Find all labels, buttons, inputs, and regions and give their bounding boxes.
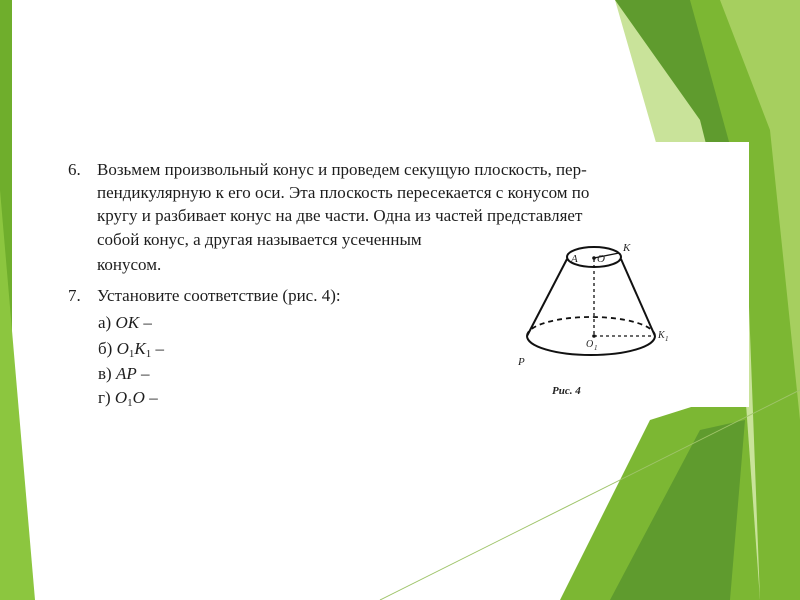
match-item-b <box>98 337 164 360</box>
item-sub2: 1 <box>145 348 152 360</box>
bottom-base-back <box>527 317 655 336</box>
problem6-number: 6. <box>68 160 81 179</box>
item-segment: O <box>116 339 129 358</box>
label-a: A <box>571 253 578 265</box>
item-letter: г) <box>98 388 111 407</box>
item-dash: – <box>144 388 158 407</box>
item-segment: AP <box>115 364 137 383</box>
item-letter: а) <box>98 313 112 332</box>
problem7-number: 7. <box>68 286 81 305</box>
match-item-g <box>98 386 158 409</box>
item-segment: OK <box>115 313 140 332</box>
item-dash: – <box>151 339 164 358</box>
label-o1: O <box>586 339 594 350</box>
figure-caption: Рис. 4 <box>552 385 581 397</box>
problem6-line2: пендикулярную к его оси. Эта плоскость пересекается с конусом по <box>97 183 590 202</box>
point-o <box>592 256 596 260</box>
cone-left-side <box>527 259 567 336</box>
match-item-a <box>98 311 152 334</box>
label-k: K <box>623 242 631 254</box>
problem7-text: Установите соответствие (рис. 4): <box>97 286 341 305</box>
problem6-line3: кругу и разбивает конус на две части. Одна из частей представляет <box>97 206 583 225</box>
textbook-excerpt <box>57 142 749 407</box>
left-green-wedge <box>0 190 35 600</box>
item-dash: – <box>139 313 152 332</box>
label-o1-sub: 1 <box>594 344 598 352</box>
item-segment: O <box>114 388 128 407</box>
match-item-v <box>98 362 149 385</box>
label-o: O <box>597 253 605 265</box>
problem6-line1: Возьмем произвольный конус и проведем секущую плоскость, пер- <box>97 160 587 179</box>
problem6-line5: конусом. <box>97 255 162 274</box>
item-segment-end: K <box>134 339 146 358</box>
truncated-cone-figure <box>515 237 715 397</box>
item-letter: б) <box>98 339 113 358</box>
item-letter: в) <box>98 364 112 383</box>
item-sub: 1 <box>128 348 135 360</box>
item-sub: 1 <box>127 397 133 409</box>
point-o1 <box>592 334 596 338</box>
cone-right-side <box>621 259 655 336</box>
item-segment-end: O <box>132 388 145 407</box>
item-dash: – <box>136 364 150 383</box>
problem6-line4: собой конус, а другая называется усеченным <box>97 230 422 249</box>
label-p: P <box>518 356 525 368</box>
label-k1: K <box>658 330 665 341</box>
label-k1-sub: 1 <box>665 335 669 343</box>
